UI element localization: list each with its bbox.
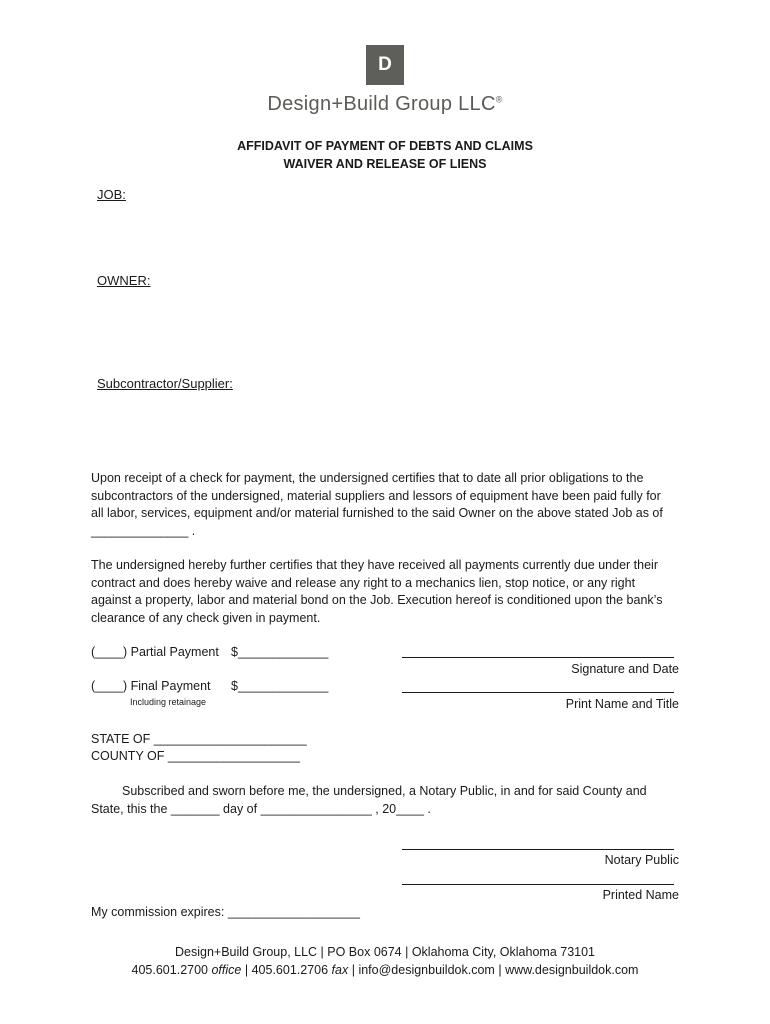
certification-paragraph	[91, 470, 691, 540]
final-payment-option[interactable]: (____) Final Payment	[91, 679, 211, 693]
paragraph-line: all labor, services, equipment and/or material furnished to the said Owner on the above stated Job as of	[91, 506, 663, 520]
owner-label: OWNER:	[97, 273, 151, 288]
paragraph-line: Upon receipt of a check for payment, the undersigned certifies that to date all prior obligations to the	[91, 471, 644, 485]
partial-payment-option[interactable]: (____) Partial Payment	[91, 645, 219, 659]
paragraph-line: The undersigned hereby further certifies that they have received all payments currently due under their	[91, 558, 658, 572]
document-title-line2: WAIVER AND RELEASE OF LIENS	[283, 157, 487, 171]
print-name-line[interactable]	[402, 692, 674, 693]
final-payment-note: Including retainage	[130, 697, 207, 707]
print-name-caption: Print Name and Title	[565, 697, 679, 711]
job-label: JOB:	[97, 187, 126, 202]
company-name	[0, 93, 770, 116]
signature-line[interactable]	[402, 657, 674, 658]
sworn-statement-line2[interactable]: State, this the _______ day of ________________ , 20____ .	[91, 802, 431, 816]
footer-phone-type: office	[211, 963, 242, 977]
company-name-text: Design+Build Group LLC	[267, 93, 496, 115]
footer-address: Design+Build Group, LLC | PO Box 0674 | Oklahoma City, Oklahoma 73101	[174, 945, 596, 959]
paragraph-line: against a property, labor and material bond on the Job. Execution hereof is conditioned upon the bank’s	[91, 593, 663, 607]
final-payment-amount[interactable]: $_____________	[231, 679, 329, 693]
registered-mark: ®	[495, 94, 503, 105]
notary-caption: Notary Public	[604, 853, 679, 867]
notary-signature-line[interactable]	[402, 849, 674, 850]
sworn-statement-line1: Subscribed and sworn before me, the undersigned, a Notary Public, in and for said County and	[122, 784, 647, 798]
document-title-line1: AFFIDAVIT OF PAYMENT OF DEBTS AND CLAIMS	[237, 139, 533, 153]
printed-name-line[interactable]	[402, 884, 674, 885]
company-logo-mark	[366, 45, 404, 85]
subcontractor-label: Subcontractor/Supplier:	[97, 376, 233, 391]
signature-caption: Signature and Date	[571, 662, 679, 676]
county-field[interactable]: COUNTY OF ___________________	[91, 749, 300, 763]
logo-letter: D	[378, 54, 392, 75]
footer-fax-type: fax	[331, 963, 349, 977]
partial-payment-amount[interactable]: $_____________	[231, 645, 329, 659]
paragraph-line: ______________ .	[91, 523, 196, 538]
footer-contact	[0, 963, 770, 977]
footer-fax: 405.601.2706	[251, 963, 329, 977]
waiver-paragraph	[91, 557, 691, 627]
paragraph-line: clearance of any check given in payment.	[91, 610, 321, 625]
footer-separator: |	[244, 963, 249, 977]
footer-phone: 405.601.2700	[131, 963, 208, 977]
footer-separator: |	[351, 963, 355, 977]
commission-expires-field[interactable]: My commission expires: ___________________	[91, 905, 360, 919]
printed-name-caption: Printed Name	[602, 888, 679, 902]
footer-website[interactable]: www.designbuildok.com	[505, 963, 639, 977]
paragraph-line: subcontractors of the undersigned, material suppliers and lessors of equipment have been paid fully for	[91, 488, 661, 503]
footer-email[interactable]: info@designbuildok.com	[358, 963, 495, 977]
state-field[interactable]: STATE OF ______________________	[91, 732, 307, 746]
paragraph-line: contract and does hereby waive and release any right to a mechanics lien, stop notice, or any right	[91, 575, 636, 590]
footer-separator: |	[498, 963, 502, 977]
